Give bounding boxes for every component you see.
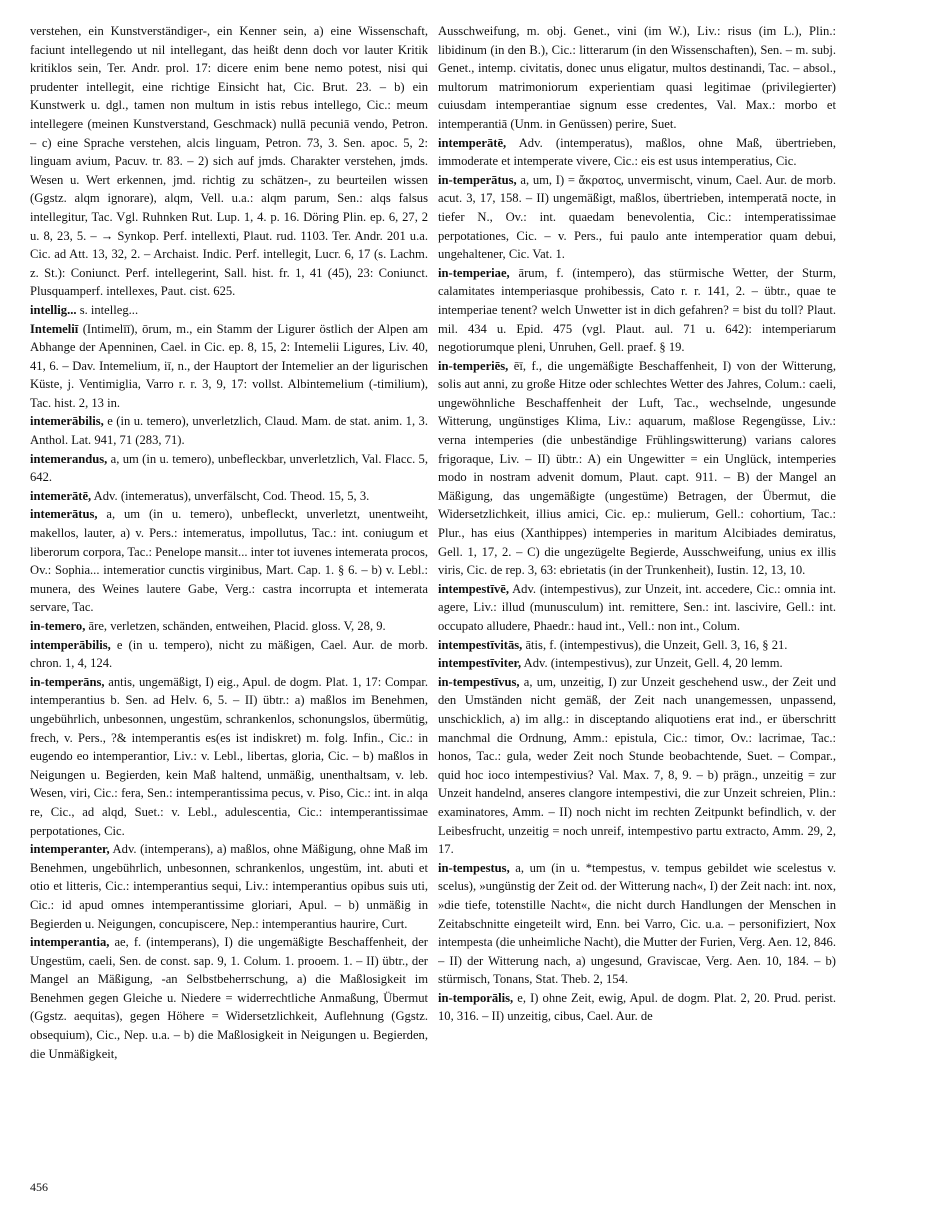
dictionary-entry [30, 636, 428, 673]
page-number: 456 [30, 1180, 48, 1194]
entry-headword: intempestīviter, [438, 656, 522, 671]
entry-headword: intempestīvitās, [438, 637, 523, 652]
entry-text: Adv. (intemeratus), unverfälscht, Cod. Theod. 15, 5, 3. [93, 488, 370, 503]
entry-text: s. intelleg... [79, 302, 139, 317]
dictionary-entry [30, 450, 428, 487]
entry-headword: in-temporālis, [438, 990, 514, 1005]
entry-text: ātis, f. (intempestivus), die Unzeit, Gell. 3, 16, § 21. [525, 637, 788, 652]
entry-headword: in-temperāns, [30, 674, 105, 689]
entry-headword: in-temero, [30, 619, 86, 633]
entry-text: antis, ungemäßigt, I) eig., Apul. de dogm. Plat. 1, 17: Compar. intemperantius b. Sen. ad Helv. 6, 5. – II) übtr.: a) maßlos im Benehmen, ungebührlich, unbesonnen, ungestüm, schrankenlos, schonungslos, übermütig, frech, v. Pers., ?& intemperantis es(es ist indiskret) m. folg. Infin., Cic.: in eugendo eo intemperantior, Liv.: v. Lebl., libertas, gloria, Cic. – b) maßlos in Neigungen u. Begierden, kein Maß haltend, unmäßig, unenthaltsam, v. leb. Wesen, viri, Cic.: fera, Sen.: intemperantissima pecus, v. Piso, Cic.: int. in alqa re, Cic., ad alqd, Suet.: v. Lebl., adulescentia, Cic.: intemperantissimae perpotationes, Cic. [30, 674, 428, 838]
dictionary-entry [438, 654, 836, 673]
entry-text: Adv. (intempestivus), zur Unzeit, int. accedere, Cic.: omnia int. agere, Liv.: illud (munusculum) int. remittere, Sen.: int. lascivire, Gell.: int. occupato alludere, Phaedr.: haud int., Vell.: non int., Colum. [438, 581, 836, 633]
dictionary-entry [438, 134, 836, 171]
entry-text: a, um (in u. temero), unbefleckbar, unverletzlich, Val. Flacc. 5, 642. [30, 451, 428, 485]
entry-text: a, um, unzeitig, I) zur Unzeit geschehend usw., der Zeit und den Umständen nicht gemäß, der Zeit nach unangemessen, unpassend, unschicklich, a) im allg.: in disceptando aliquotiens erat ind., er überschritt manchmal die Ordnung, Amm.: epistula, Cic.: timor, Ov.: lacrimae, Tac.: honos, Tac.: gula, weder Zeit noch Stunde beobachtende, Suet. – Compar., quid hoc ioco intempestivius? Val. Max. 7, 8, 9. – b) prägn., unzeitig = zur Unzeit handelnd, anseres clangore intempestivi, die zur Unzeit schreien, Plin.: examinatores, Amm. – II) noch nicht im rechten Zeitpunkt befindlich, v. der Leibesfrucht, unzeitig = noch unreif, intempestivo partu extracto, Amm. 29, 2, 17. [438, 674, 836, 857]
entry-headword: in-tempestīvus, [438, 674, 520, 689]
dictionary-entry [438, 580, 836, 636]
entry-headword: intempestīvē, [438, 581, 509, 596]
entry-headword: in-temperiae, [438, 265, 510, 280]
entry-headword: intemerābilis, [30, 414, 104, 429]
entry-text: e, I) ohne Zeit, ewig, Apul. de dogm. Plat. 2, 20. Prud. perist. 10, 316. – II) unzeitig, cibus, Cael. Aur. de [438, 990, 836, 1024]
entry-text: a, um (in u. *tempestus, v. tempus gebildet wie scelestus v. scelus), »ungünstig der Zeit od. der Witterung nach«, I) der Zeit nach: int. nox, »die tiefe, totenstille Nacht«, die nicht durch Handlungen der Menschen in Zeitabschnitte eingeteilt wird, Enn. bei Varro, Cic. u.a. – personifiziert, Nox intempesta (die unheimliche Nacht), die Mutter der Furien, Verg. Aen. 12, 846. – II) der Witterung nach, a) ungesund, Graviscae, Verg. Aen. 10, 184. – b) stürmisch, Tonans, Stat. Theb. 2, 154. [438, 860, 836, 987]
entry-headword: intellig... [30, 302, 77, 317]
right-column [438, 22, 836, 1187]
entry-text: e (in u. temero), unverletzlich, Claud. Mam. de stat. anim. 1, 3. Anthol. Lat. 941, 71 (283, 71). [30, 414, 428, 448]
entry-text: Ausschweifung, m. obj. Genet., vini (im W.), Liv.: risus (im L.), Plin.: libidinum (in den B.), Cic.: litterarum (in den Wissenschaften), Sen. – m. subj. Genet., intemp. civitatis, donec unus eligatur, multos destinandi, Tac. – absol., multorum matrimoniorum experientiam quasi legitimae (privilegierter) cuiusdam intemperantiae signum esse credentes, Val. Max.: morbo et intemperantiā (Unm. in Genüssen) perire, Suet. [438, 24, 836, 131]
entry-headword: intemperantia, [30, 935, 110, 950]
dictionary-entry [30, 617, 428, 636]
dictionary-entry [30, 412, 428, 449]
entry-headword: intemerandus, [30, 451, 108, 466]
entry-headword: intemperātē, [438, 135, 507, 150]
entry-text: ēī, f., die ungemäßigte Beschaffenheit, I) von der Witterung, solis aut anni, zu große Hitze oder schlechtes Wetter des Jahres, Colum.: caeli, ungewöhnliche Beschaffenheit der Luft, Tac., wechselnde, ungesunde Witterung, ungünstiges Klima, Liv.: aquarum, maßlose Regengüsse, Liv.: verna intemperies (die unbeständige Frühlingswitterung) varians calores frigoraque, Liv. – II) übtr.: A) ein Ungewitter = ein Unglück, intemperies modo in nostram advenit domum, Plaut. capt. 911. – B) der Mangel an Mäßigung, das ungemäßigte (ungestüme) Betragen, der Übermut, die Widersetzlichkeit, illius amici, Cic. ep.: mulierum, Gell.: cohortium, Tac.: Plur., has eius (Xanthippes) intemperies in maritum Alcibiades demiratus, Gell. 1, 17, 2. – C) die ungezügelte Begierde, Ausschweifung, unius ex illis viris, Cic. de rep. 3, 63: ebrietatis (in der Trunkenheit), Iustin. 12, 13, 10. [438, 358, 836, 578]
entry-text: ārum, f. (intempero), das stürmische Wetter, der Sturm, calamitates intemperiasque prohibessis, Cato r. r. 141, 2. – übtr., quae te intemperiae tenent? welch Unwetter ist in dich gefahren? = bist du toll? Plaut. mil. 434 u. Epid. 475 (vgl. Plaut. aul. 71 u. 642): intemperiarum negotiorumque pleni, Unruhen, Gell. praef. § 19. [438, 265, 836, 355]
dictionary-entry [438, 636, 836, 655]
dictionary-entry [30, 505, 428, 617]
dictionary-entry [438, 264, 836, 357]
dictionary-entry [438, 22, 836, 134]
dictionary-entry [438, 989, 836, 1026]
dictionary-entry [30, 487, 428, 506]
entry-headword: Intemeliī [30, 321, 79, 336]
dictionary-entry [438, 357, 836, 580]
dictionary-entry [30, 673, 428, 840]
entry-headword: intemerātus, [30, 507, 98, 522]
entry-headword: intemperanter, [30, 842, 110, 857]
dictionary-entry [30, 840, 428, 933]
entry-text: Adv. (intempestivus), zur Unzeit, Gell. 4, 20 lemm. [523, 656, 783, 671]
dictionary-entry [438, 673, 836, 859]
dictionary-entry [30, 933, 428, 1063]
dictionary-entry [30, 301, 428, 320]
entry-text: a, um, I) = ἄκρατος, unvermischt, vinum, Cael. Aur. de morb. acut. 3, 17, 158. – II) ungemäßigt, maßlos, übertrieben, intemperatā nocte, in tiefer N., Ov.: int. quaedam benevolentia, Cic.: intemperatissimae perpotationes, Cic. – v. Pers., fui paulo ante intemperatior quam debui, ungehaltener, Cic. Vat. 1. [438, 172, 836, 262]
entry-text: Adv. (intemperans), a) maßlos, ohne Mäßigung, ohne Maß im Benehmen, ungebührlich, unbesonnen, schrankenlos, ungestüm, int. abuti et otio et litteris, Cic.: intemperantius sequi, Liv.: intemperantius opibus suis uti, Cic.: id apud omnes intemperantissime gloriari, Apul. – b) unmäßig in Begierden u. Neigungen, concupiscere, Nep.: intemperantius haurire, Curt. [30, 842, 428, 931]
entry-text: a, um (in u. temero), unbefleckt, unverletzt, unentweiht, makellos, lauter, a) v. Pers.: intemeratus, impollutus, Tac.: int. coniugum et liberorum corpora, Tac.: Penelope mansit... inter tot iuvenes intemerata procos, Ov.: Sophia... intemeratior cunctis virginibus, Mart. Cap. 1. § 6. – b) v. Lebl.: munera, des Weines lautere Gabe, Verg.: castra incorrupta et intemerata servare, Tac. [30, 507, 428, 615]
entry-headword: intemerātē, [30, 488, 92, 503]
entry-text: ae, f. (intemperans), I) die ungemäßigte Beschaffenheit, der Ungestüm, caeli, Sen. de const. sap. 9, 1. Colum. 1. prooem. 1. – II) übtr., der Mangel an Mäßigung, -an Selbstbeherrschung, a) die Maßlosigkeit im Benehmen gegen Gleiche u. Niedere = widerrechtliche Anmaßung, Übermut (Ggstz. aequitas), gegen Höhere = Widersetzlichkeit, Auflehnung (Ggstz. obsequium), Cic., Nep. u.a. – b) die Maßlosigkeit in Neigungen u. Begierden, die Unmäßigkeit, [30, 935, 428, 1061]
dictionary-entry [30, 22, 428, 301]
entry-headword: in-tempestus, [438, 860, 510, 875]
entry-headword: intemperābilis, [30, 637, 111, 652]
entry-text: Adv. (intemperatus), maßlos, ohne Maß, übertrieben, immoderate et intemperate vivere, Cic.: eis est usus intemperatius, Cic. [438, 135, 836, 169]
entry-text: verstehen, ein Kunstverständiger-, ein Kenner sein, a) eine Wissenschaft, faciunt intellegendo ut nil intellegant, das heißt denn doch vor lauter Kritik kritiklos sein, Ter. Andr. prol. 17: dicere enim bene nemo potest, nisi qui prudenter intellegit, eine richtige Einsicht hat, Cic. Brut. 23. – b) ein Kunstwerk u. dgl., tamen non multum in istis rebus intellego, Cic.: meum intellegere (meinen Kunstverstand, Geschmack) nullā pecuniā vendo, Petron. – c) eine Sprache verstehen, alcis linguam, Petron. 73, 3. Sen. apoc. 5, 2: linguam avium, Pacuv. tr. 83. – 2) sich auf jmds. Charakter verstehen, jmds. Wesen u. Wert erkennen, jmd. richtig zu schätzen-, zu beurteilen wissen (Ggstz. alqm ignorare), alqm, Vell. u.a.: alqm parum, Sen.: alqs falsus intellegitur, Tac. Vgl. Ruhnken Rut. Lup. 1, 4. p. 16. Döring Plin. ep. 6, 27, 2 u. 8, 23, 5. – → Synkop. Perf. intellexti, Plaut. rud. 1103. Ter. Andr. 201 u.a. Cic. ad Att. 13, 32, 2. – Archaist. Indic. Perf. intellegit, Lucr. 6, 17 (s. Lachm. z. St.): Coniunct. Perf. intellegerint, Sall. hist. fr. 1, 41 (45), 23: Coniunct. Plusquamperf. intellexes, Paut. cist. 625. [30, 24, 428, 299]
dictionary-entry [438, 859, 836, 989]
entry-text: e (in u. tempero), nicht zu mäßigen, Cael. Aur. de morb. chron. 1, 4, 124. [30, 637, 428, 671]
entry-text: (Intimelīī), ōrum, m., ein Stamm der Ligurer östlich der Alpen am Abhange der Apenninen, Cael. in Cic. ep. 8, 15, 2: Intemelii Ligures, Liv. 40, 41, 6. – Dav. Intemelium, iī, n., der Hauptort der Intemelier an der ligurischen Küste, j. Ventimiglia, Varro r. r. 3, 9, 17: vollst. Albintemelium (-timilium), Tac. hist. 2, 13 in. [30, 321, 428, 410]
dictionary-entry [438, 171, 836, 264]
dictionary-entry [30, 320, 428, 413]
entry-headword: in-temperiēs, [438, 358, 509, 373]
left-column [30, 22, 428, 1187]
entry-headword: in-temperātus, [438, 172, 517, 187]
entry-text: āre, verletzen, schänden, entweihen, Placid. gloss. V, 28, 9. [88, 619, 386, 633]
